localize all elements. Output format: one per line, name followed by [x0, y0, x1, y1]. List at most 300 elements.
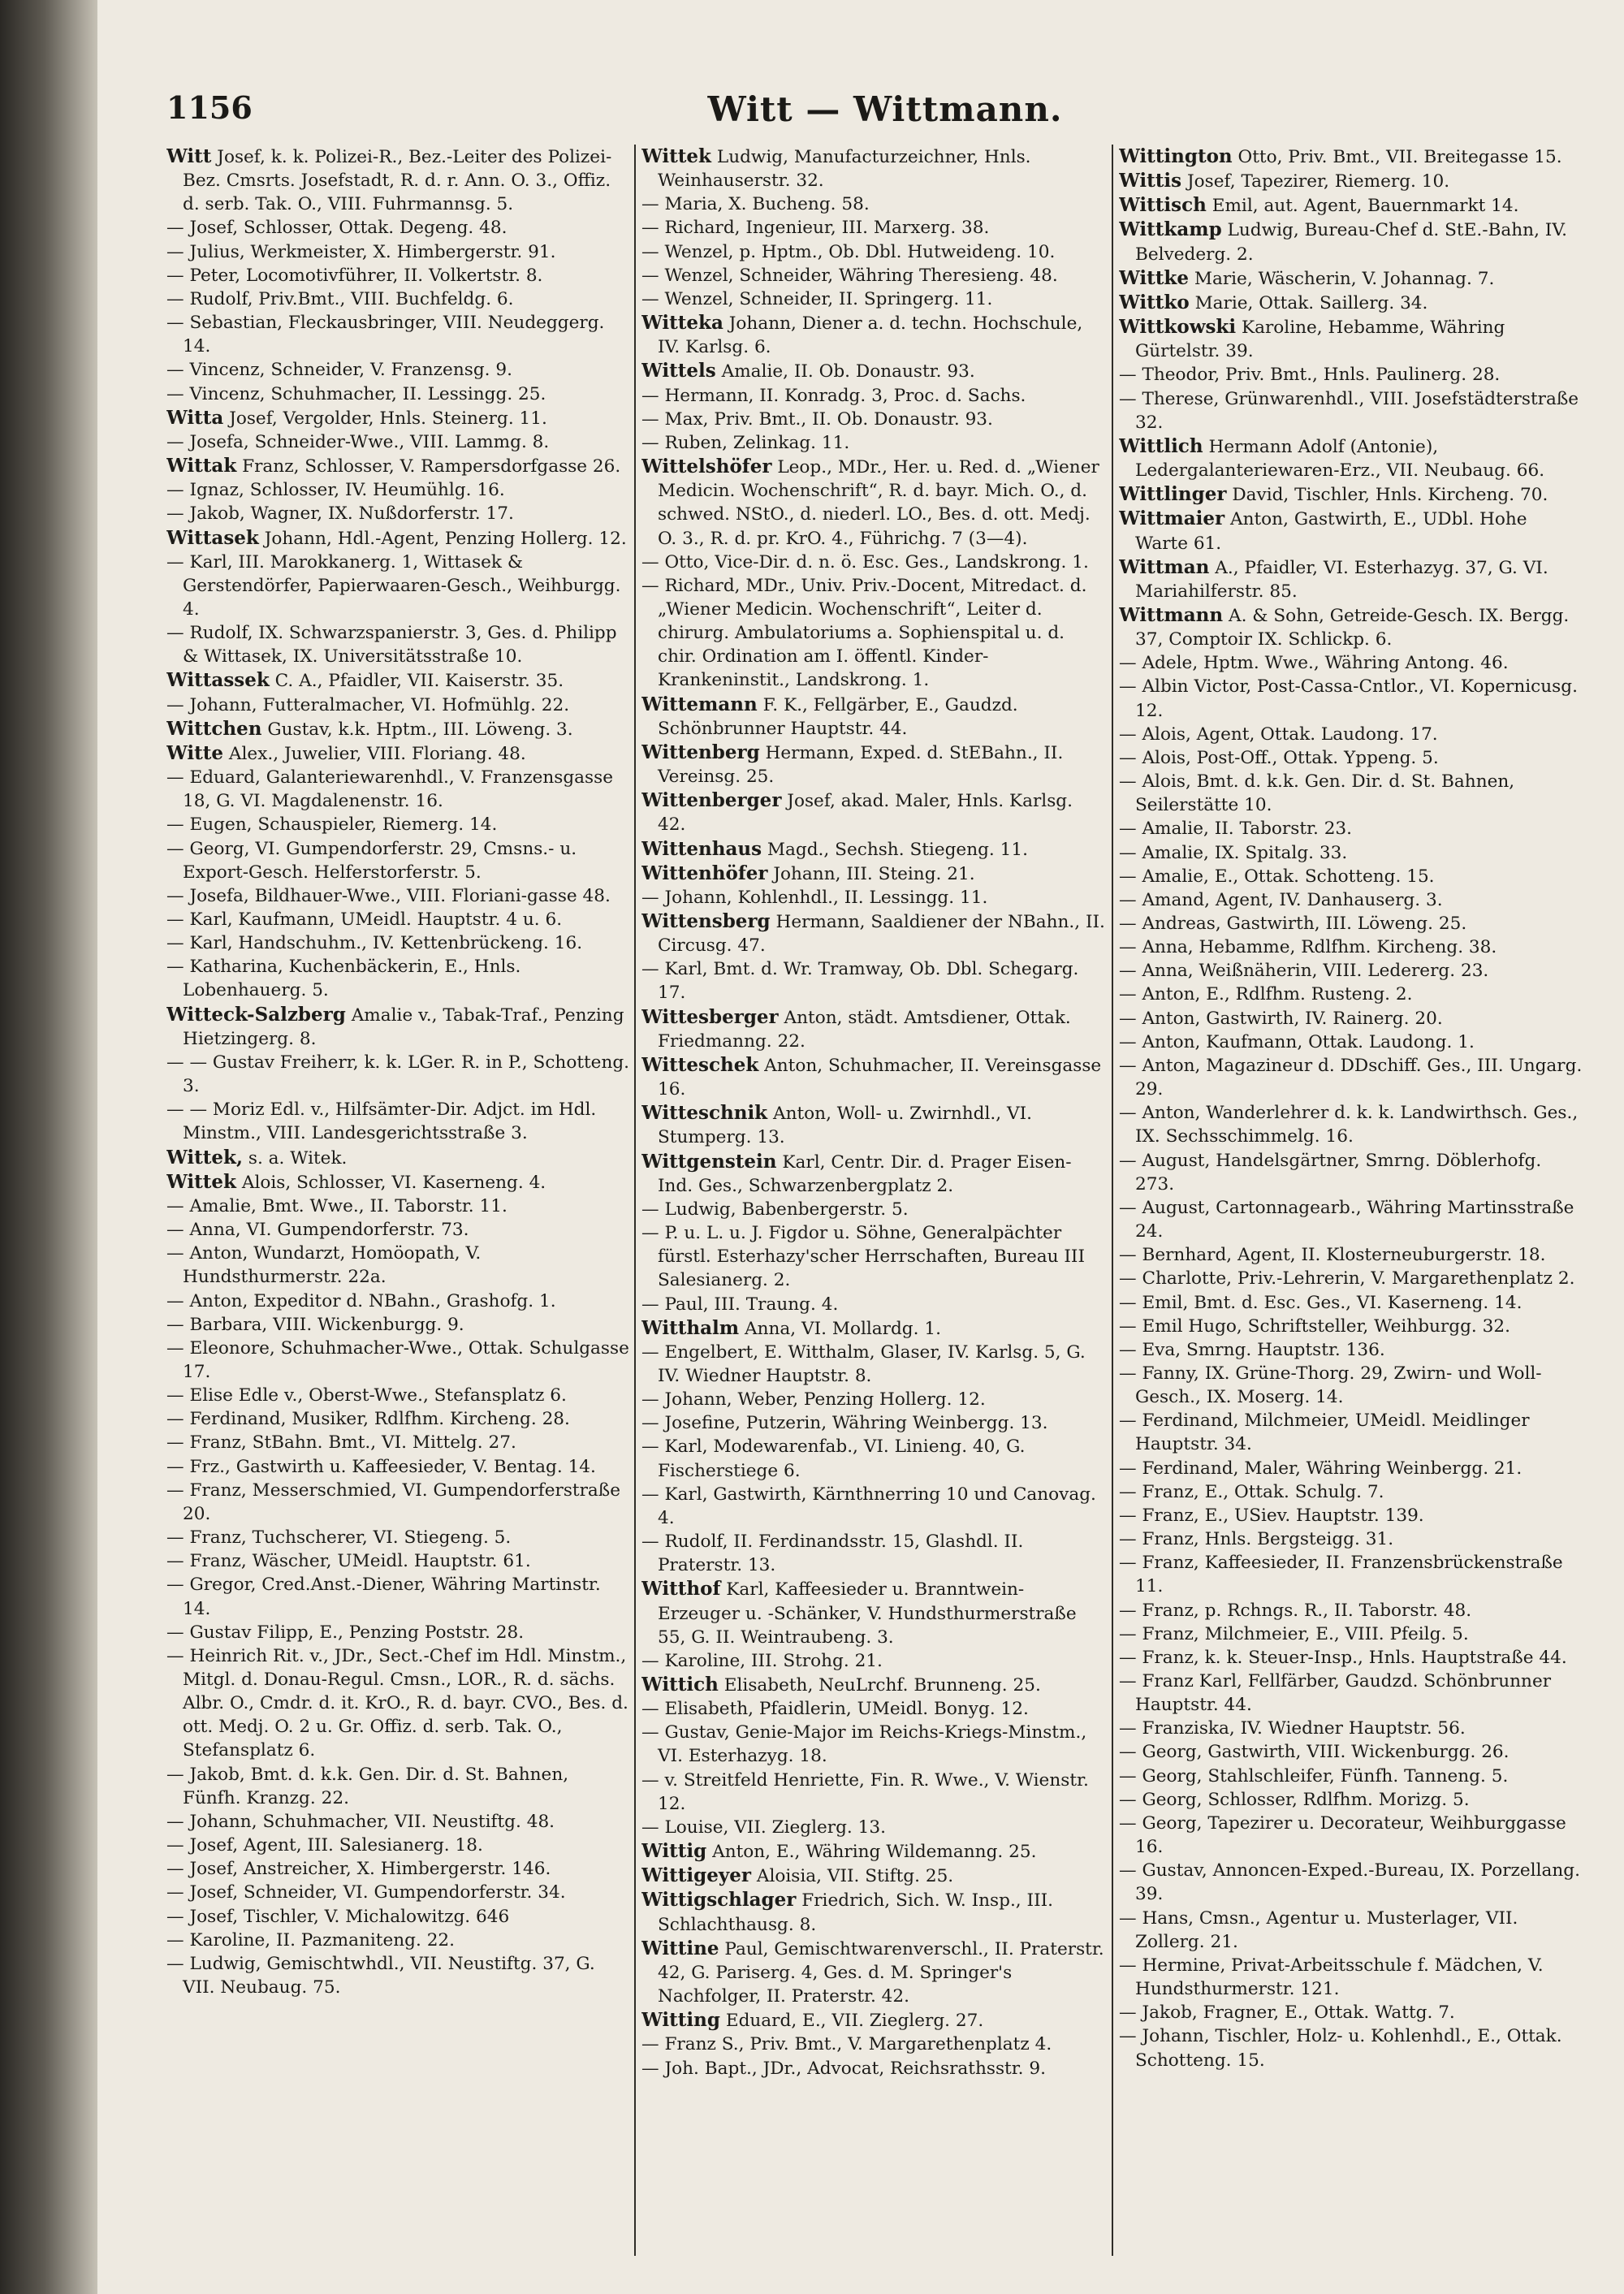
running-head: Witt — Wittmann. [707, 89, 1063, 129]
entry-details: Johann, III. Steing. 21. [767, 863, 975, 884]
directory-entry [1119, 1007, 1583, 1030]
directory-entry [641, 788, 1106, 836]
directory-entry [166, 311, 631, 358]
entry-details: Friedrich, Sich. W. Insp., III. Schlachthausg. 8. [658, 1890, 1053, 1935]
entry-details: — Georg, Gastwirth, VIII. Wickenburgg. 26. [1119, 1742, 1510, 1763]
entry-details: — Josef, Anstreicher, X. Himbergerstr. 146. [166, 1859, 551, 1880]
entry-details: — Eva, Smrng. Hauptstr. 136. [1119, 1339, 1385, 1360]
directory-entry [1119, 1646, 1583, 1670]
entry-details: Alois, Schlosser, VI. Kaserneng. 4. [235, 1172, 546, 1193]
directory-entry [1119, 1409, 1583, 1456]
entry-details: Ludwig, Bureau-Chef d. StE.-Bahn, IV. Belvederg. 2. [1135, 220, 1568, 265]
directory-entry [641, 862, 1106, 886]
entry-surname: Witte [166, 741, 224, 764]
entry-details: — Eugen, Schauspieler, Riemerg. 14. [166, 814, 498, 836]
directory-entry [641, 431, 1106, 455]
directory-entry [166, 1218, 631, 1242]
entry-details: — Richard, MDr., Univ. Priv.-Docent, Mitredact. d. „Wiener Medicin. Wochenschrift“, Leiter d. chirurg. Ambulatoriums a. Sophienspital u. d. chir. Ordination am I. öffentl. Kinder-Krankeninstit., Landskrong. 1. [641, 575, 1087, 691]
directory-entry [166, 693, 631, 717]
entry-details: — Gustav Filipp, E., Penzing Poststr. 28. [166, 1622, 525, 1643]
directory-entry [166, 406, 631, 430]
directory-entry [166, 358, 631, 382]
entry-details: — Anton, Wanderlehrer d. k. k. Landwirthsch. Ges., IX. Sechsschimmelg. 16. [1119, 1103, 1579, 1147]
entry-surname: Wittels [641, 360, 716, 382]
entry-details: — Alois, Agent, Ottak. Laudong. 17. [1119, 724, 1438, 745]
directory-entry [1119, 507, 1583, 555]
entry-surname: Witteschek [641, 1053, 759, 1076]
entry-surname: Wittko [1119, 291, 1190, 313]
directory-entry [166, 551, 631, 621]
entry-details: — Ferdinand, Maler, Währing Weinbergg. 21. [1119, 1458, 1522, 1479]
entry-surname: Wittek [641, 145, 711, 167]
directory-entry [641, 1293, 1106, 1316]
entry-details: Josef, Vergolder, Hnls. Steinerg. 11. [223, 408, 547, 429]
directory-entry [641, 1721, 1106, 1768]
directory-entry [641, 957, 1106, 1004]
entry-details: — Karl, Handschuhm., IV. Kettenbrückeng. 16. [166, 933, 583, 954]
directory-entry [1119, 1480, 1583, 1504]
directory-entry [1119, 1315, 1583, 1338]
directory-entry [166, 430, 631, 454]
entry-details: Josef, Tapezirer, Riemerg. 10. [1181, 171, 1450, 192]
entry-details: — Anton, Expeditor d. NBahn., Grashofg. 1. [166, 1290, 556, 1311]
directory-entry [1119, 1267, 1583, 1290]
entry-details: — — Moriz Edl. v., Hilfsämter-Dir. Adjct. im Hdl. Minstm., VIII. Landesgerichtsstraße 3. [166, 1099, 597, 1144]
entry-details: — Richard, Ingenieur, III. Marxerg. 38. [641, 218, 990, 239]
entry-details: — Josefine, Putzerin, Währing Weinbergg. 13. [641, 1413, 1048, 1434]
entry-details: — Therese, Grünwarenhdl., VIII. Josefstädterstraße 32. [1119, 388, 1579, 433]
directory-entry [641, 741, 1106, 788]
directory-entry [166, 1051, 631, 1098]
directory-entry [166, 526, 631, 551]
entry-details: — Louise, VII. Zieglerg. 13. [641, 1817, 886, 1838]
directory-entry [641, 1577, 1106, 1648]
directory-entry [641, 359, 1106, 383]
entry-details: — Franziska, IV. Wiedner Hauptstr. 56. [1119, 1718, 1466, 1739]
directory-column-3 [1119, 145, 1583, 2272]
entry-surname: Witting [641, 2009, 720, 2032]
directory-entry [166, 264, 631, 287]
entry-details: Anna, VI. Mollardg. 1. [739, 1318, 941, 1339]
directory-entry [1119, 1457, 1583, 1480]
directory-entry [641, 551, 1106, 574]
entry-details: Karl, Centr. Dir. d. Prager Eisen-Ind. Ges., Schwarzenbergplatz 2. [658, 1151, 1072, 1196]
entry-details: — Josefa, Bildhauer-Wwe., VIII. Floriani-gasse 48. [166, 885, 611, 906]
directory-entry [1119, 1717, 1583, 1740]
directory-entry [1119, 603, 1583, 651]
entry-surname: Wittigeyer [641, 1864, 751, 1887]
entry-details: — Franz, Hnls. Bergsteigg. 31. [1119, 1529, 1394, 1550]
directory-entry [641, 192, 1106, 216]
entry-details: — Jakob, Bmt. d. k.k. Gen. Dir. d. St. Bahnen, Fünfh. Kranzg. 22. [166, 1764, 569, 1808]
entry-details: — Emil Hugo, Schriftsteller, Weihburgg. 32. [1119, 1315, 1510, 1337]
directory-entry [1119, 363, 1583, 387]
directory-entry [1119, 193, 1583, 218]
entry-details: — Rudolf, IX. Schwarzspanierstr. 3, Ges. d. Philipp & Wittasek, IX. Universitätsstraße 10. [166, 623, 617, 667]
entry-details: — Gustav, Annoncen-Exped.-Bureau, IX. Porzellang. 39. [1119, 1860, 1580, 1905]
entry-details: — Sebastian, Fleckausbringer, VIII. Neudeggerg. 14. [166, 313, 605, 357]
entry-details: — Franz, Kaffeesieder, II. Franzensbrückenstraße 11. [1119, 1553, 1563, 1597]
entry-details: — Amand, Agent, IV. Danhauserg. 3. [1119, 889, 1443, 910]
entry-details: Amalie, II. Ob. Donaustr. 93. [715, 361, 975, 382]
directory-entry [166, 1290, 631, 1313]
entry-details: — Wenzel, Schneider, Währing Theresieng. 48. [641, 265, 1058, 286]
entry-details: Paul, Gemischtwarenverschl., II. Praterstr. 42, G. Pariserg. 4, Ges. d. M. Springer's Nachfolger, II. Praterstr. 42. [658, 1938, 1104, 2007]
entry-details: — Elise Edle v., Oberst-Wwe., Stefansplatz 6. [166, 1385, 567, 1406]
column-divider [634, 145, 636, 2256]
entry-details: — P. u. L. u. J. Figdor u. Söhne, Generalpächter fürstl. Esterhazy'scher Herrschaften, Bureau III Salesianerg. 2. [641, 1223, 1085, 1291]
directory-entry [166, 1644, 631, 1763]
directory-entry [641, 2057, 1106, 2080]
entry-details: — Amalie, IX. Spitalg. 33. [1119, 842, 1348, 863]
directory-entry [641, 1864, 1106, 1888]
entry-details: — Josefa, Schneider-Wwe., VIII. Lammg. 8. [166, 431, 550, 452]
directory-entry [641, 384, 1106, 408]
directory-entry [166, 908, 631, 931]
entry-details: Eduard, E., VII. Zieglerg. 27. [719, 2011, 984, 2032]
entry-surname: Wittig [641, 1840, 707, 1863]
directory-entry [641, 1769, 1106, 1816]
directory-entry [166, 1337, 631, 1384]
entry-details: — Adele, Hptm. Wwe., Währing Antong. 46. [1119, 653, 1509, 674]
directory-entry [166, 766, 631, 813]
entry-details: — Franz, k. k. Steuer-Insp., Hnls. Hauptstraße 44. [1119, 1647, 1567, 1668]
entry-details: — Ferdinand, Milchmeier, UMeidl. Meidlinger Hauptstr. 34. [1119, 1411, 1530, 1455]
directory-entry [641, 1221, 1106, 1292]
entry-details: — Karl, Bmt. d. Wr. Tramway, Ob. Dbl. Schegarg. 17. [641, 959, 1079, 1004]
directory-entry [1119, 1670, 1583, 1717]
entry-details: — Franz, Milchmeier, E., VIII. Pfeilg. 5. [1119, 1623, 1469, 1644]
entry-details: Josef, k. k. Polizei-R., Bez.-Leiter des Polizei-Bez. Cmsrts. Josefstadt, R. d. r. Ann. O. 3., Offiz. d. serb. Tak. O., VIII. Fuhrmannsg. 5. [183, 147, 612, 215]
directory-entry [1119, 1551, 1583, 1598]
entry-details: Karoline, Hebamme, Währing Gürtelstr. 39. [1135, 318, 1505, 362]
entry-surname: Witta [166, 406, 224, 429]
directory-entry [641, 264, 1106, 287]
entry-details: Anton, Schuhmacher, II. Vereinsgasse 16. [658, 1055, 1102, 1100]
entry-details: — Georg, VI. Gumpendorferstr. 29, Cmsns.- u. Export-Gesch. Helferstorferstr. 5. [166, 838, 577, 883]
entry-details: — Franz S., Priv. Bmt., V. Margarethenplatz 4. [641, 2034, 1052, 2055]
book-gutter [0, 0, 97, 2294]
entry-surname: Wittine [641, 1937, 719, 1959]
entry-surname: Wittmann [1119, 603, 1224, 626]
entry-surname: Wittke [1119, 266, 1189, 289]
entry-details: — Anton, Wundarzt, Homöopath, V. Hundsthurmerstr. 22a. [166, 1243, 482, 1288]
directory-entry [166, 1098, 631, 1145]
entry-details: — Karoline, III. Strohg. 21. [641, 1650, 883, 1671]
entry-details: — Georg, Schlosser, Rdlfhm. Morizg. 5. [1119, 1789, 1470, 1810]
directory-entry [166, 717, 631, 741]
directory-entry [1119, 1740, 1583, 1764]
directory-entry [166, 1929, 631, 1952]
entry-details: — Franz, E., USiev. Hauptstr. 139. [1119, 1505, 1424, 1526]
entry-details: — Wenzel, p. Hptm., Ob. Dbl. Hutweideng. 10. [641, 241, 1056, 262]
directory-entry [166, 884, 631, 908]
directory-entry [641, 1388, 1106, 1411]
entry-surname: Wittenhöfer [641, 862, 768, 884]
entry-details: — August, Cartonnagearb., Währing Martinsstraße 24. [1119, 1197, 1574, 1242]
directory-entry [1119, 1149, 1583, 1196]
entry-details: — Josef, Agent, III. Salesianerg. 18. [166, 1835, 483, 1856]
directory-entry [1119, 1527, 1583, 1551]
directory-entry [641, 455, 1106, 551]
directory-entry [166, 287, 631, 311]
entry-details: Elisabeth, NeuLrchf. Brunneng. 25. [718, 1675, 1041, 1696]
entry-details: — Theodor, Priv. Bmt., Hnls. Paulinerg. 28. [1119, 365, 1501, 386]
entry-details: — Charlotte, Priv.-Lehrerin, V. Margarethenplatz 2. [1119, 1268, 1575, 1290]
entry-details: Anton, städt. Amtsdiener, Ottak. Friedmanng. 22. [658, 1007, 1071, 1052]
directory-entry [641, 1341, 1106, 1388]
entry-details: — Johann, Kohlenhdl., II. Lessingg. 11. [641, 887, 988, 908]
directory-entry [166, 1905, 631, 1929]
entry-details: David, Tischler, Hnls. Kircheng. 70. [1226, 485, 1548, 506]
entry-details: A., Pfaidler, VI. Esterhazyg. 37, G. VI. Mariahilferstr. 85. [1135, 557, 1548, 602]
entry-surname: Wittmaier [1119, 508, 1225, 530]
directory-entry [1119, 2024, 1583, 2072]
directory-entry [1119, 1196, 1583, 1243]
entry-details: — Franz Karl, Fellfärber, Gaudzd. Schönbrunner Hauptstr. 44. [1119, 1671, 1552, 1716]
directory-entry [641, 1316, 1106, 1341]
directory-entry [166, 1195, 631, 1218]
directory-entry [641, 837, 1106, 862]
entry-details: — Albin Victor, Post-Cassa-Cntlor., VI. Kopernicusg. 12. [1119, 676, 1578, 721]
entry-details: — Max, Priv. Bmt., II. Ob. Donaustr. 93. [641, 408, 993, 430]
page-header [166, 89, 1604, 138]
directory-entry [1119, 1622, 1583, 1646]
directory-entry [166, 931, 631, 955]
directory-entry [641, 145, 1106, 192]
entry-surname: Wittkowski [1119, 316, 1237, 339]
directory-entry [641, 574, 1106, 693]
entry-details: Magd., Sechsh. Stiegeng. 11. [762, 839, 1028, 860]
entry-surname: Wittenberg [641, 741, 760, 763]
entry-details: — Josef, Schlosser, Ottak. Degeng. 48. [166, 218, 508, 239]
entry-surname: Wittenberger [641, 789, 782, 812]
directory-entry [1119, 434, 1583, 482]
directory-entry [166, 621, 631, 668]
directory-entry [1119, 770, 1583, 817]
directory-entry [1119, 817, 1583, 840]
directory-entry [1119, 169, 1583, 193]
directory-entry [1119, 555, 1583, 603]
entry-surname: Witteschnik [641, 1102, 768, 1125]
entry-details: — Julius, Werkmeister, X. Himbergerstr. 91. [166, 241, 556, 262]
entry-details: Aloisia, VII. Stiftg. 25. [750, 1866, 954, 1887]
directory-entry [641, 1673, 1106, 1697]
entry-details: Josef, akad. Maler, Hnls. Karlsg. 42. [658, 791, 1073, 836]
directory-entry [1119, 1338, 1583, 1362]
directory-entry [166, 1526, 631, 1549]
directory-entry [641, 1937, 1106, 2008]
directory-entry [1119, 935, 1583, 959]
directory-entry [166, 741, 631, 766]
entry-details: — — Gustav Freiherr, k. k. LGer. R. in P., Schotteng. 3. [166, 1052, 630, 1097]
directory-entry [641, 1005, 1106, 1053]
directory-entry [1119, 1859, 1583, 1906]
entry-details: — Fanny, IX. Grüne-Thorg. 29, Zwirn- und Woll-Gesch., IX. Moserg. 14. [1119, 1363, 1542, 1408]
entry-details: Johann, Hdl.-Agent, Penzing Hollerg. 12. [258, 528, 627, 549]
entry-details: — Hans, Cmsn., Agentur u. Musterlager, VII. Zollerg. 21. [1119, 1907, 1518, 1952]
entry-surname: Wittgenstein [641, 1150, 777, 1173]
entry-details: — Heinrich Rit. v., JDr., Sect.-Chef im Hdl. Minstm., Mitgl. d. Donau-Regul. Cmsn., LOR., R. d. sächs. Albr. O., Cmdr. d. it. KrO., R. d. bayr. CVO., Bes. d. ott. Medj. O. 2 u. Gr. Offiz. d. serb. Tak. O., Stefansplatz 6. [166, 1645, 628, 1761]
entry-details: Anton, Woll- u. Zwirnhdl., VI. Stumperg. 13. [658, 1104, 1032, 1148]
entry-details: Hermann, Saaldiener der NBahn., II. Circusg. 47. [658, 912, 1105, 957]
entry-details: — August, Handelsgärtner, Smrng. Döblerhofg. 273. [1119, 1150, 1542, 1195]
directory-entry [166, 145, 631, 216]
entry-details: Hermann Adolf (Antonie), Ledergalanteriewaren-Erz., VII. Neubaug. 66. [1135, 436, 1545, 482]
directory-entry [641, 1053, 1106, 1101]
entry-details: — Joh. Bapt., JDr., Advocat, Reichsrathsstr. 9. [641, 2058, 1047, 2079]
directory-entry [1119, 2001, 1583, 2024]
entry-details: s. a. Witek. [243, 1147, 348, 1169]
entry-surname: Wittlinger [1119, 483, 1227, 506]
directory-entry [166, 1549, 631, 1573]
directory-entry [1119, 1812, 1583, 1859]
entry-surname: Wittasek [166, 526, 259, 549]
directory-entry [1119, 291, 1583, 315]
directory-entry [166, 1763, 631, 1810]
entry-details: — Eduard, Galanteriewarenhdl., V. Franzensgasse 18, G. VI. Magdalenenstr. 16. [166, 767, 613, 812]
entry-details: — Gustav, Genie-Major im Reichs-Kriegs-Minstm., VI. Esterhazyg. 18. [641, 1722, 1087, 1767]
page-number: 1156 [166, 89, 253, 126]
directory-entry [641, 1530, 1106, 1577]
entry-details: — Ludwig, Gemischtwhdl., VII. Neustiftg. 37, G. VII. Neubaug. 75. [166, 1953, 595, 1998]
entry-details: — Gregor, Cred.Anst.-Diener, Währing Martinstr. 14. [166, 1575, 601, 1619]
directory-entry [1119, 651, 1583, 675]
directory-entry [166, 1384, 631, 1407]
directory-entry [1119, 1243, 1583, 1267]
entry-details: — Georg, Stahlschleifer, Fünfh. Tanneng. 5. [1119, 1765, 1509, 1786]
directory-entry [641, 886, 1106, 909]
directory-entry [166, 1146, 631, 1170]
entry-details: — Franz, p. Rchngs. R., II. Taborstr. 48. [1119, 1600, 1472, 1621]
entry-details: — Vincenz, Schneider, V. Franzensg. 9. [166, 360, 512, 381]
entry-details: — Anton, Kaufmann, Ottak. Laudong. 1. [1119, 1031, 1475, 1052]
directory-entry [1119, 912, 1583, 935]
directory-entry [641, 909, 1106, 957]
directory-entry [166, 382, 631, 406]
entry-surname: Wittman [1119, 555, 1210, 578]
directory-entry [1119, 1765, 1583, 1788]
entry-details: — Amalie, Bmt. Wwe., II. Taborstr. 11. [166, 1195, 508, 1216]
directory-entry [166, 1952, 631, 1999]
directory-entry [166, 1621, 631, 1644]
directory-entry [166, 1455, 631, 1479]
entry-surname: Witteck-Salzberg [166, 1003, 346, 1026]
entry-details: — Engelbert, E. Witthalm, Glaser, IV. Karlsg. 5, G. IV. Wiedner Hauptstr. 8. [641, 1341, 1086, 1386]
entry-details: — Karoline, II. Pazmaniteng. 22. [166, 1929, 456, 1951]
directory-entry [166, 1003, 631, 1051]
directory-entry [641, 408, 1106, 431]
directory-entry [166, 1881, 631, 1904]
entry-surname: Wittassek [166, 669, 270, 692]
entry-details: Anton, Gastwirth, E., UDbl. Hohe Warte 61. [1135, 509, 1527, 554]
directory-entry [1119, 1054, 1583, 1101]
directory-entry [641, 1816, 1106, 1839]
entry-details: — Johann, Weber, Penzing Hollerg. 12. [641, 1389, 986, 1411]
directory-entry [641, 693, 1106, 741]
directory-entry [166, 1431, 631, 1454]
entry-surname: Wittek, [166, 1146, 243, 1169]
entry-details: — Ludwig, Babenbergerstr. 5. [641, 1199, 909, 1220]
entry-details: Karl, Kaffeesieder u. Branntwein-Erzeuger u. -Schänker, V. Hundsthurmerstraße 55, G. II. Weintraubeng. 3. [658, 1579, 1077, 1648]
directory-entry [1119, 1362, 1583, 1409]
entry-details: — Anna, Hebamme, Rdlfhm. Kircheng. 38. [1119, 937, 1497, 958]
entry-details: — Franz, Messerschmied, VI. Gumpendorferstraße 20. [166, 1480, 620, 1524]
entry-surname: Wittigschlager [641, 1889, 797, 1912]
directory-entry [166, 1407, 631, 1431]
entry-details: Alex., Juwelier, VIII. Floriang. 48. [223, 743, 526, 764]
directory-entry [1119, 1030, 1583, 1054]
directory-entry [166, 1242, 631, 1289]
entry-details: C. A., Pfaidler, VII. Kaiserstr. 35. [269, 671, 564, 692]
entry-details: — Jakob, Wagner, IX. Nußdorferstr. 17. [166, 503, 514, 525]
entry-details: — Josef, Schneider, VI. Gumpendorferstr. 34. [166, 1882, 566, 1903]
entry-surname: Wittington [1119, 145, 1233, 167]
directory-entry [1119, 746, 1583, 770]
entry-details: — Franz, StBahn. Bmt., VI. Mittelg. 27. [166, 1432, 516, 1454]
entry-details: Hermann, Exped. d. StEBahn., II. Vereinsg. 25. [658, 742, 1064, 788]
directory-entry [641, 240, 1106, 264]
entry-details: Franz, Schlosser, V. Rampersdorfgasse 26. [236, 456, 621, 477]
directory-entry [166, 955, 631, 1002]
entry-surname: Wittenhaus [641, 837, 762, 860]
column-divider [1112, 145, 1113, 2256]
directory-entry [1119, 675, 1583, 722]
entry-surname: Witt [166, 145, 212, 167]
entry-details: Anton, E., Währing Wildemanng. 25. [706, 1842, 1037, 1863]
directory-entry [641, 1150, 1106, 1198]
entry-details: Leop., MDr., Her. u. Red. d. „Wiener Medicin. Wochenschrift“, R. d. bayr. Mich. O., d. schwed. NStO., d. niederl. LO., Bes. d. ott. Medj. O. 3., R. d. pr. KrO. 4., Führichg. 7 (3—4). [658, 457, 1099, 549]
entry-surname: Wittlich [1119, 434, 1203, 457]
directory-entry [641, 1888, 1106, 1936]
entry-details: — Anton, Gastwirth, IV. Rainerg. 20. [1119, 1008, 1443, 1029]
directory-entry [166, 813, 631, 836]
entry-surname: Wittkamp [1119, 218, 1222, 241]
directory-column-2 [641, 145, 1106, 2272]
entry-details: Emil, aut. Agent, Bauernmarkt 14. [1206, 196, 1519, 217]
directory-entry [1119, 841, 1583, 865]
directory-entry [1119, 1291, 1583, 1315]
directory-entry [641, 1839, 1106, 1864]
directory-entry [1119, 1788, 1583, 1812]
entry-details: — Ignaz, Schlosser, IV. Heumühlg. 16. [166, 480, 505, 501]
entry-details: — Johann, Schuhmacher, VII. Neustiftg. 48. [166, 1811, 555, 1832]
directory-entry [1119, 983, 1583, 1006]
directory-entry [1119, 387, 1583, 434]
directory-entry [641, 1435, 1106, 1482]
entry-details: Gustav, k.k. Hptm., III. Löweng. 3. [261, 719, 573, 740]
entry-details: — Johann, Futteralmacher, VI. Hofmühlg. 22. [166, 694, 570, 715]
directory-entry [166, 1479, 631, 1526]
entry-details: — v. Streitfeld Henriette, Fin. R. Wwe., V. Wienstr. 12. [641, 1769, 1089, 1814]
directory-entry [1119, 959, 1583, 983]
directory-entry [166, 1573, 631, 1620]
directory-entry [641, 1483, 1106, 1530]
directory-entry [166, 216, 631, 240]
directory-entry [1119, 723, 1583, 746]
entry-details: Marie, Ottak. Saillerg. 34. [1189, 292, 1428, 313]
entry-details: — Amalie, E., Ottak. Schotteng. 15. [1119, 866, 1435, 887]
directory-entry [166, 1810, 631, 1834]
entry-surname: Wittich [641, 1674, 719, 1696]
entry-details: Otto, Priv. Bmt., VII. Breitegasse 15. [1232, 147, 1562, 167]
entry-details: — Hermine, Privat-Arbeitsschule f. Mädchen, V. Hundsthurmerstr. 121. [1119, 1955, 1544, 2000]
directory-entry [166, 502, 631, 525]
entry-details: — Wenzel, Schneider, II. Springerg. 11. [641, 288, 993, 309]
entry-details: — Katharina, Kuchenbäckerin, E., Hnls. Lobenhauerg. 5. [166, 957, 521, 1001]
entry-details: A. & Sohn, Getreide-Gesch. IX. Bergg. 37, Comptoir IX. Schlickp. 6. [1135, 605, 1570, 650]
entry-details: — Josef, Tischler, V. Michalowitzg. 646 [166, 1906, 510, 1927]
